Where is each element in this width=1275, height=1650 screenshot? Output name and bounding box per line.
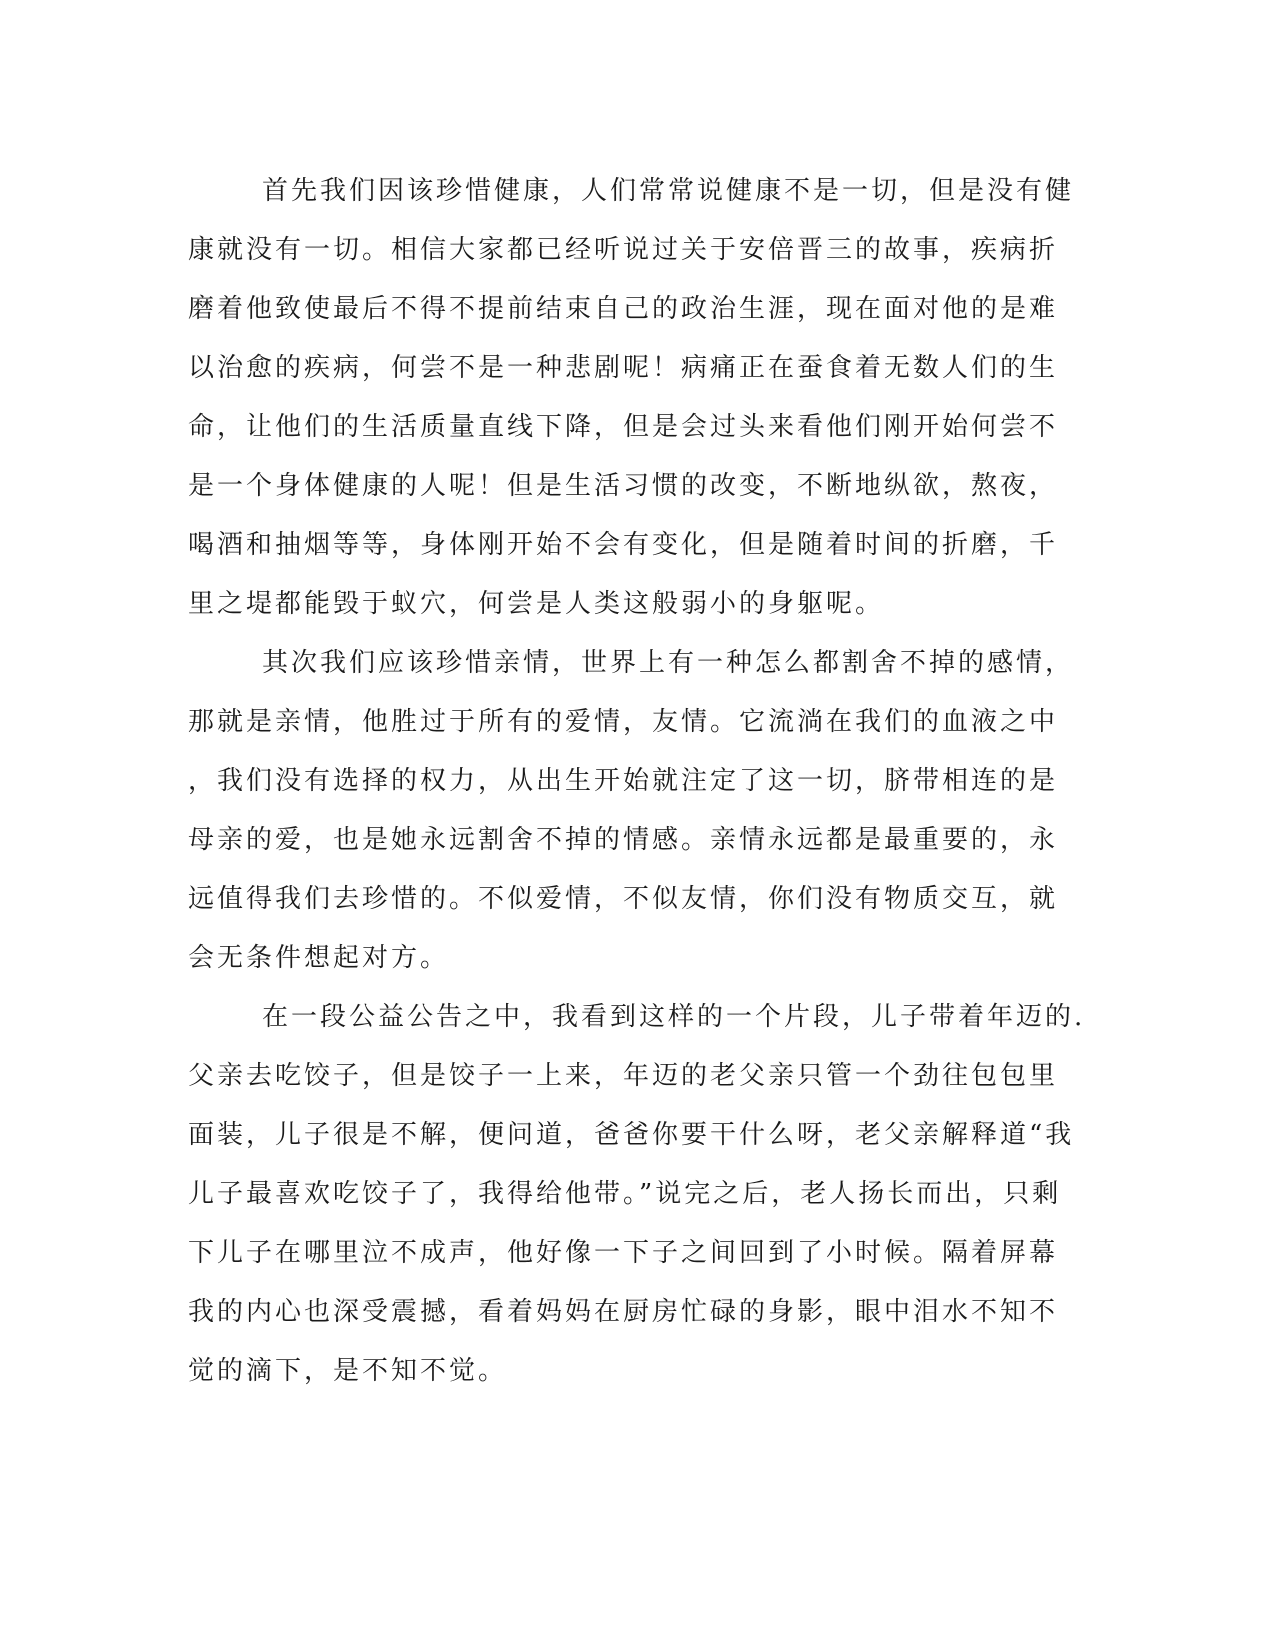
paragraph-line: 母亲的爱，也是她永远割舍不掉的情感。亲情永远都是最重要的，永 bbox=[188, 825, 1059, 855]
paragraph-line: 里之堤都能毁于蚁穴，何尝是人类这般弱小的身躯呢。 bbox=[188, 589, 885, 619]
paragraph-line: 其次我们应该珍惜亲情，世界上有一种怎么都割舍不掉的感情， bbox=[262, 648, 1075, 678]
paragraph-line: 磨着他致使最后不得不提前结束自己的政治生涯，现在面对他的是难 bbox=[188, 294, 1059, 324]
paragraph-line: 以治愈的疾病，何尝不是一种悲剧呢！病痛正在蚕食着无数人们的生 bbox=[188, 353, 1059, 383]
paragraph-line: 会无条件想起对方。 bbox=[188, 943, 450, 973]
paragraph-line: 那就是亲情，他胜过于所有的爱情，友情。它流淌在我们的血液之中 bbox=[188, 707, 1059, 737]
paragraph-dumplings bbox=[188, 988, 1088, 1401]
paragraph-line: 远值得我们去珍惜的。不似爱情，不似友情，你们没有物质交互，就 bbox=[188, 884, 1059, 914]
paragraph-line: 康就没有一切。相信大家都已经听说过关于安倍晋三的故事，疾病折 bbox=[188, 235, 1059, 265]
paragraph-line: ，我们没有选择的权力，从出生开始就注定了这一切，脐带相连的是 bbox=[188, 766, 1059, 796]
paragraph-line: 首先我们因该珍惜健康，人们常常说健康不是一切，但是没有健 bbox=[262, 176, 1075, 206]
paragraph-line: 命，让他们的生活质量直线下降，但是会过头来看他们刚开始何尝不 bbox=[188, 412, 1059, 442]
paragraph-line: 儿子最喜欢吃饺子了，我得给他带。”说完之后，老人扬长而出，只剩 bbox=[188, 1179, 1062, 1209]
paragraph-line: 下儿子在哪里泣不成声，他好像一下子之间回到了小时候。隔着屏幕 bbox=[188, 1238, 1059, 1268]
paragraph-line: 在一段公益公告之中，我看到这样的一个片段，儿子带着年迈的. bbox=[262, 1002, 1086, 1032]
paragraph-family bbox=[188, 634, 1088, 988]
paragraph-line: 面装，儿子很是不解，便问道，爸爸你要干什么呀，老父亲解释道“我 bbox=[188, 1120, 1075, 1150]
body-text bbox=[188, 162, 1088, 1401]
paragraph-health bbox=[188, 162, 1088, 634]
paragraph-line: 我的内心也深受震撼，看着妈妈在厨房忙碌的身影，眼中泪水不知不 bbox=[188, 1297, 1059, 1327]
paragraph-line: 喝酒和抽烟等等，身体刚开始不会有变化，但是随着时间的折磨，千 bbox=[188, 530, 1059, 560]
paragraph-line: 是一个身体健康的人呢！但是生活习惯的改变，不断地纵欲，熬夜， bbox=[188, 471, 1059, 501]
paragraph-line: 觉的滴下，是不知不觉。 bbox=[188, 1356, 508, 1386]
paragraph-line: 父亲去吃饺子，但是饺子一上来，年迈的老父亲只管一个劲往包包里 bbox=[188, 1061, 1059, 1091]
